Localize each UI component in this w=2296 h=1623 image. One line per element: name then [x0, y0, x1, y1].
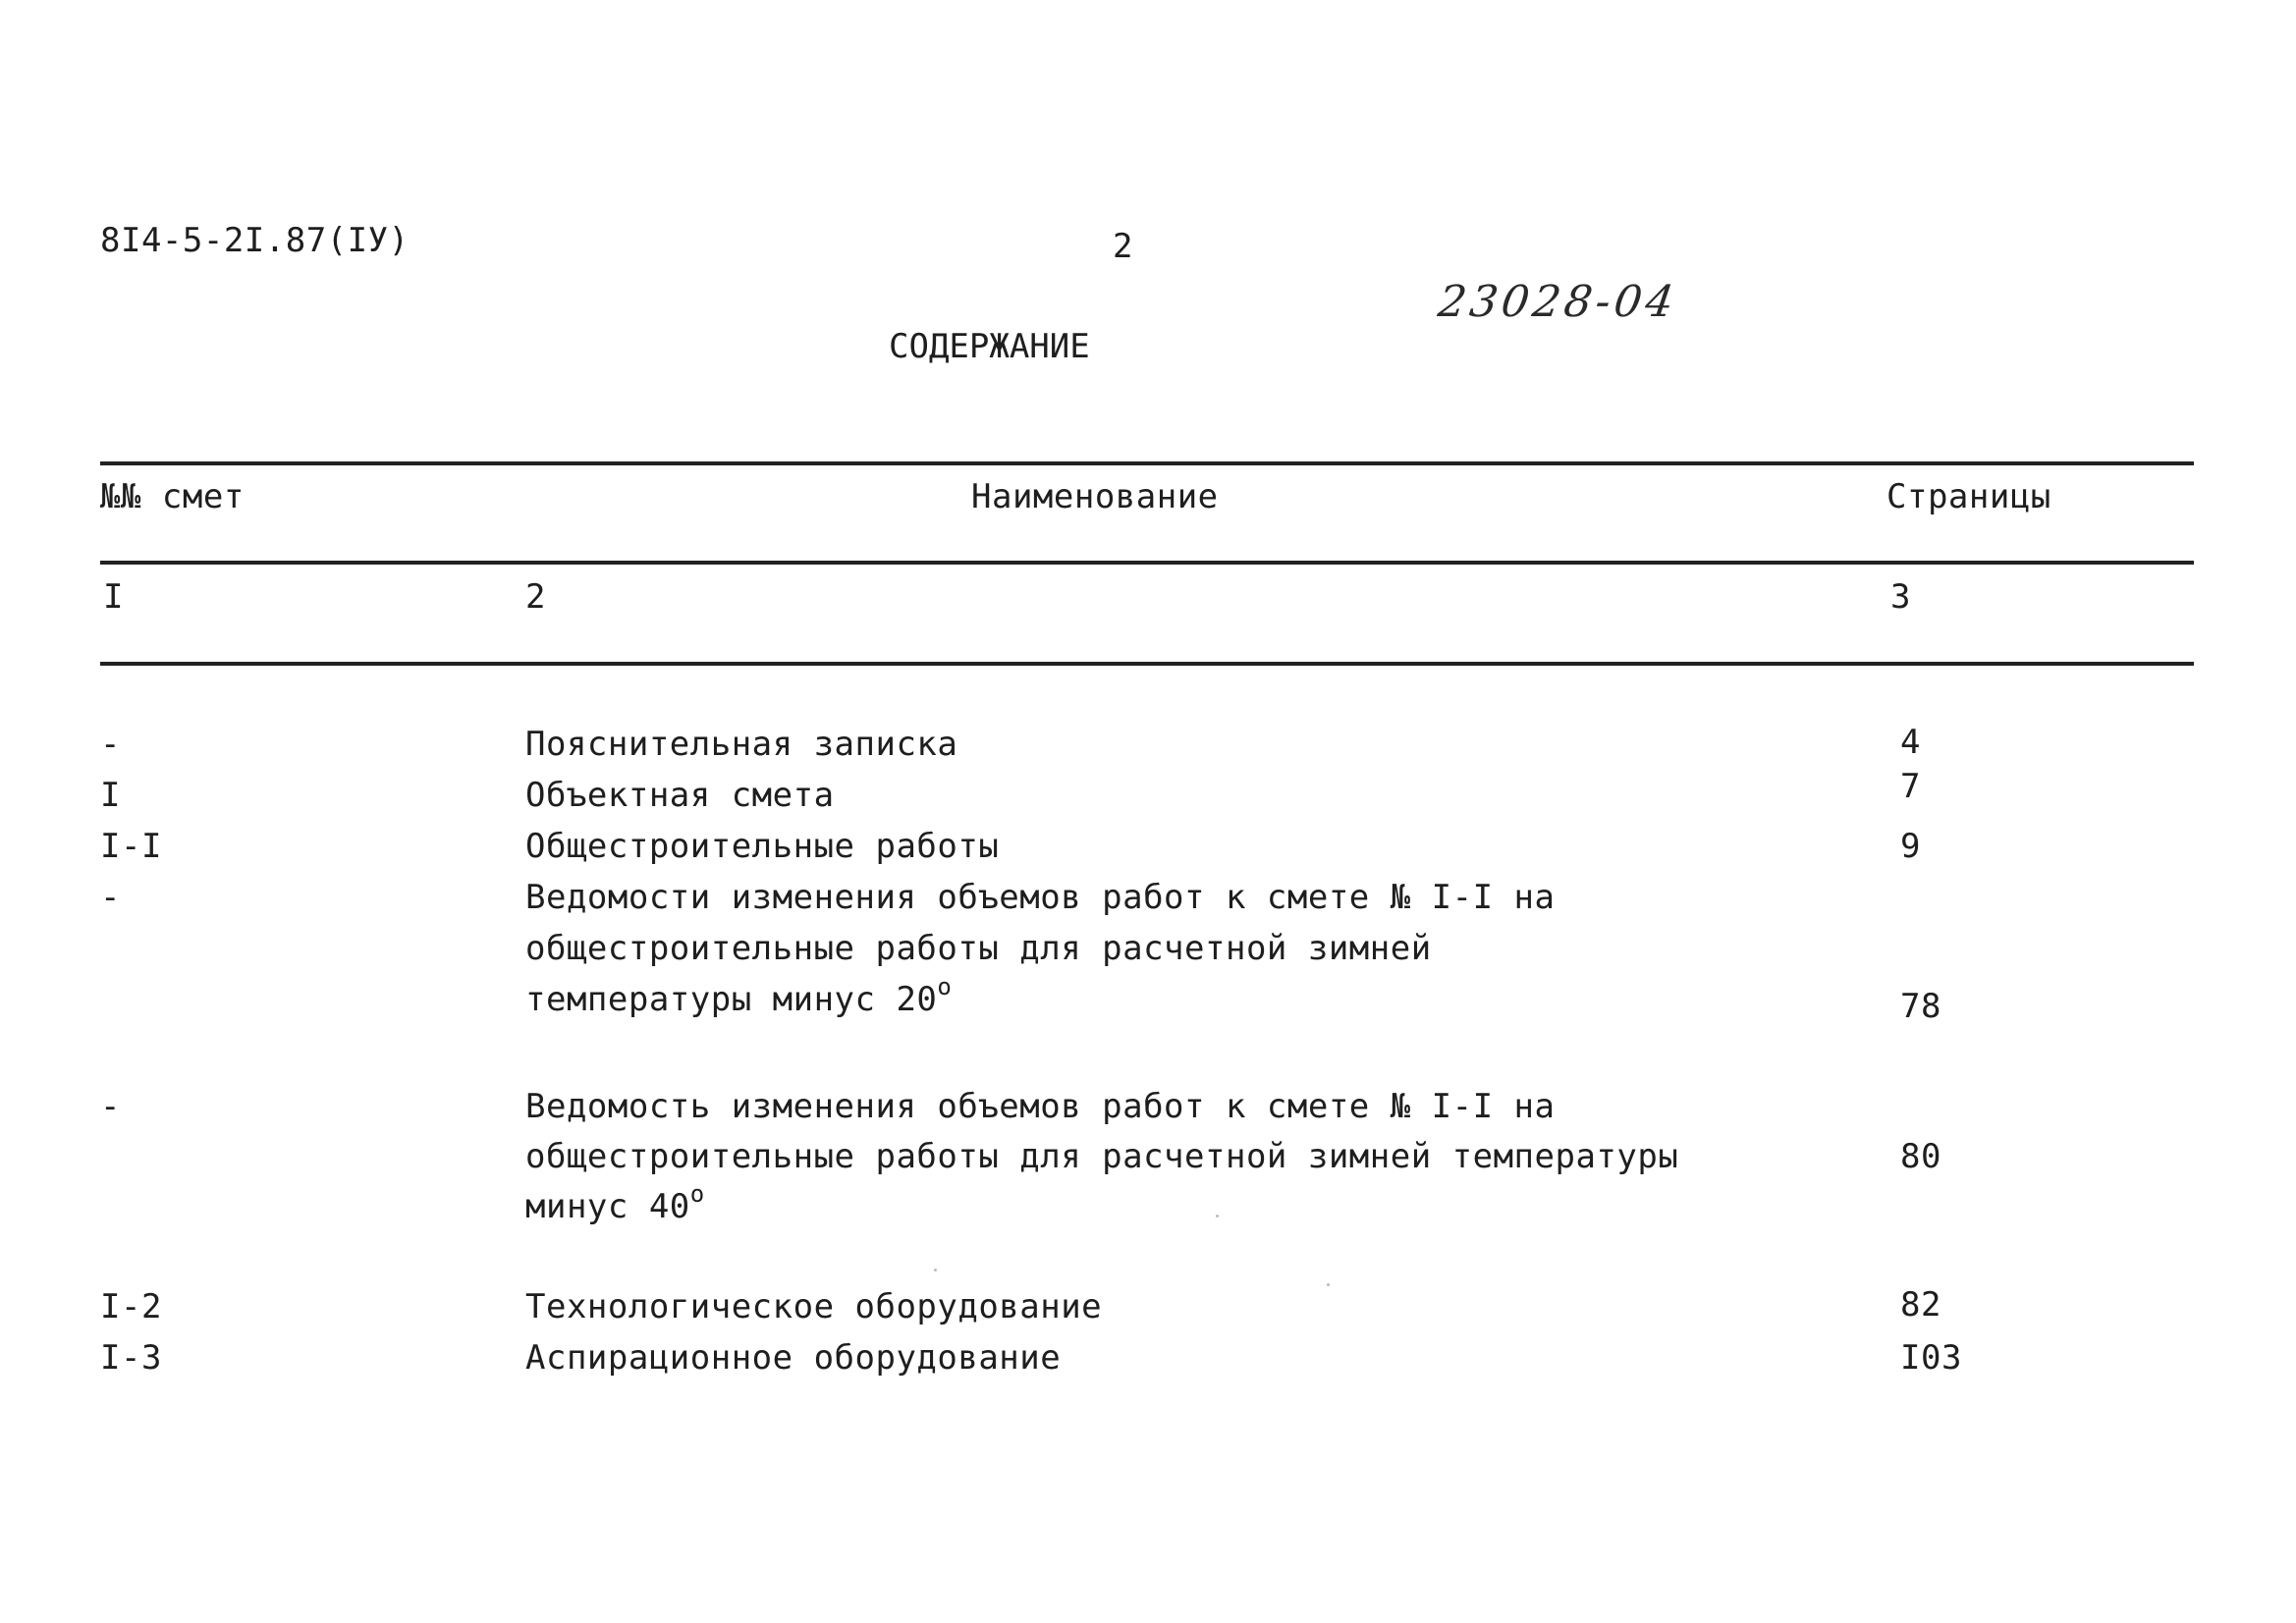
- table-row-4-num: -: [100, 878, 121, 917]
- table-row-3-page: 9: [1900, 827, 1921, 866]
- table-row-2-page: 7: [1900, 767, 1921, 806]
- column-header-name: Наименование: [971, 477, 1219, 516]
- table-row-1-page: 4: [1900, 723, 1921, 762]
- page-title: СОДЕРЖАНИЕ: [889, 327, 1090, 366]
- table-row-5-name-line-3: [525, 1180, 705, 1226]
- scan-speck: [1327, 1283, 1330, 1286]
- table-row-7-name: Аспирационное оборудование: [525, 1338, 1062, 1378]
- scan-speck: [934, 1269, 937, 1271]
- table-row-5-num: -: [100, 1087, 121, 1126]
- table-row-4-name-line-3: [525, 973, 953, 1019]
- column-number-3: 3: [1890, 577, 1911, 617]
- table-row-5-name-text: минус 40: [525, 1187, 690, 1226]
- column-number-2: 2: [525, 577, 546, 617]
- scan-speck: [1216, 1215, 1219, 1217]
- table-row-5-name-line-1: Ведомость изменения объемов работ к смете № I-I на: [525, 1087, 1556, 1126]
- page-number: 2: [1113, 227, 1133, 266]
- column-header-estimate-number: №№ смет: [100, 477, 245, 516]
- table-row-4-name-line-2: общестроительные работы для расчетной зимней: [525, 929, 1432, 968]
- table-row-5-page: 80: [1900, 1137, 1941, 1176]
- table-row-3-num: I-I: [100, 827, 162, 866]
- degree-superscript: о: [689, 1180, 705, 1208]
- table-row-5-name-line-2: общестроительные работы для расчетной зимней температуры: [525, 1137, 1679, 1176]
- table-row-6-num: I-2: [100, 1287, 162, 1326]
- table-row-6-page: 82: [1900, 1285, 1941, 1325]
- table-row-1-name: Пояснительная записка: [525, 725, 958, 764]
- column-header-pages: Страницы: [1886, 477, 2051, 516]
- document-code: 8I4-5-2I.87(IУ): [100, 221, 410, 260]
- handwritten-number: 23028-04: [1435, 277, 1681, 327]
- table-row-4-page: 78: [1900, 987, 1941, 1026]
- table-row-7-page: I03: [1900, 1338, 1962, 1378]
- table-row-4-name-line-1: Ведомости изменения объемов работ к смете № I-I на: [525, 878, 1556, 917]
- table-row-7-num: I-3: [100, 1338, 162, 1378]
- degree-superscript: о: [937, 973, 953, 1001]
- table-row-2-num: I: [100, 776, 121, 815]
- table-row-1-num: -: [100, 725, 121, 764]
- column-number-1: I: [103, 577, 124, 617]
- table-row-4-name-text: температуры минус 20: [525, 980, 938, 1019]
- table-row-2-name: Объектная смета: [525, 776, 835, 815]
- table-header-rule: [100, 561, 2194, 565]
- table-top-rule: [100, 461, 2194, 465]
- table-row-6-name: Технологическое оборудование: [525, 1287, 1103, 1326]
- table-body-rule: [100, 662, 2194, 666]
- table-row-3-name: Общестроительные работы: [525, 827, 1000, 866]
